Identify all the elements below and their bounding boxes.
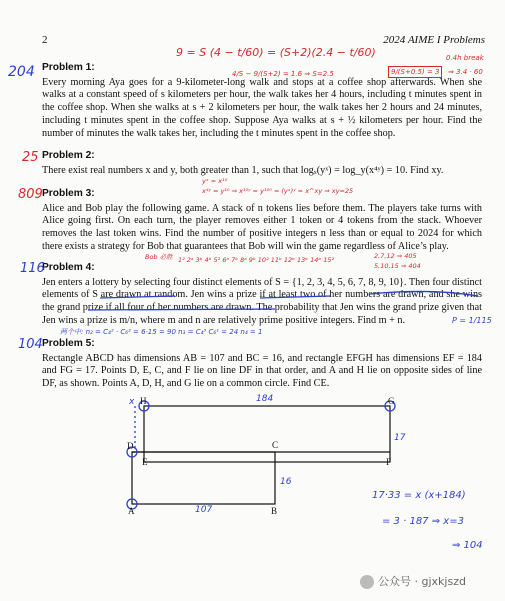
problem-text: Alice and Bob play the following game. A stack of n tokens lies before them. The players take turns with Alice going first. On each turn, the player removes either 1 token or 4 tokens from the stack. Whoever removes the last token wins. Find the number of positive integers n less than or equal to 2024 for which there exists a strategy for Bob that guarantees that Bob will win the game regardless of Alice’s play. (42, 202, 482, 252)
underline-wins (370, 291, 478, 296)
measure-16: 16 (280, 477, 292, 487)
answer-p1: 204 (8, 64, 35, 80)
rectangle-abcd (132, 452, 275, 504)
underline-prize-2 (260, 296, 330, 298)
measure-107: 107 (195, 505, 213, 515)
watermark (360, 573, 466, 589)
measure-184: 184 (256, 394, 274, 404)
answer-p2: 25 (22, 150, 39, 165)
page-title: 2024 AIME I Problems (383, 34, 485, 46)
hw-p1-equation: 9 = S (4 − t/60) = (S+2)(2.4 − t/60) (176, 46, 376, 59)
label-f: F (386, 457, 392, 467)
hw-p4-line: 两个中: n₂ = C₄² · C₆² = 6·15 = 90 n₃ = C₄³ C₆¹ = 24 n₄ = 1 (60, 328, 263, 336)
problem-title: Problem 5: (42, 338, 95, 349)
label-x: x (129, 397, 135, 407)
label-d: D (127, 441, 134, 451)
hw-p3-seq: 1² 2ᵃ 3ᵇ 4ᵇ 5² 6ᵃ 7ᵇ 8ᵃ 9ᵇ 10² 11ᵇ 12ᵇ 13ᵇ 14ᵇ 15² (178, 256, 335, 264)
problem-text: Jen enters a lottery by selecting four distinct elements of S = {1, 2, 3, 4, 5, 6, 7, 8, 9, 10}. Then four distinct elements of S are drawn at random. Jen wins a prize if at least two of her numbers are drawn, and she wins the grand prize if all four of her numbers are drawn. The probability that Jen wins the grand prize given that Jen wins a prize is m/n, where m and n are relatively prime positive integers. Find m + n. (42, 276, 482, 326)
hw-p1-break: 0.4h break (446, 54, 484, 62)
problem-text: There exist real numbers x and y, both greater than 1, such that logₓ(yˣ) = log_y(x⁴ʸ) = 10. Find xy. (42, 164, 444, 176)
hw-p5-eq3: ⇒ 104 (452, 540, 483, 551)
hw-p5-eq1: 17·33 = x (x+184) (372, 490, 466, 501)
label-e: E (142, 457, 148, 467)
answer-p3: 809 (18, 187, 43, 202)
hw-p3-mod1: 2,7,12 ⇒ 405 (374, 252, 417, 260)
answer-p4: 116 (20, 261, 45, 276)
hw-p4-prob: P = 1/115 (452, 316, 492, 325)
underline-prize (100, 296, 175, 298)
wechat-icon (360, 575, 374, 589)
hw-p2-line2: x⁴ʸ = y¹⁰ ⇒ x¹⁰ʸ = y¹⁰⁰ = (yˣ)ʸ = x^xy ⇒ xy=25 (202, 187, 354, 195)
underline-grand-prize (88, 309, 275, 310)
problem-title: Problem 2: (42, 150, 95, 161)
rectangle-efgh (144, 406, 390, 462)
hw-p2-line1: yˣ = x¹⁰ (202, 177, 228, 185)
page-number: 2 (42, 34, 48, 46)
hw-p5-eq2: = 3 · 187 ⇒ x=3 (382, 516, 464, 527)
problem-title: Problem 3: (42, 188, 95, 199)
problem-text: Rectangle ABCD has dimensions AB = 107 and BC = 16, and rectangle EFGH has dimensions EF = 184 and FG = 17. Points D, E, C, and F lie on line DF in that order, and A and H lie on opposite sides of line DF, as shown. Points A, D, H, and G lie on a common circle. Find CE. (42, 352, 482, 390)
label-b: B (271, 506, 278, 516)
label-h: H (140, 396, 147, 406)
hw-p3-bob: Bob 必胜 (145, 253, 173, 261)
label-c: C (272, 440, 279, 450)
label-g: G (388, 396, 395, 406)
watermark-text: 公众号 · gjxkjszd (378, 575, 466, 588)
hw-p1-result: ⇒ 3.4 · 60 (448, 68, 483, 76)
hw-p1-line2: 4/S − 9/(S+2) = 1.6 ⇒ S=2.5 (232, 70, 334, 78)
problem-title: Problem 1: (42, 62, 95, 73)
problem-text: Every morning Aya goes for a 9-kilometer-long walk and stops at a coffee shop afterwards. When she walks at a constant speed of s kilometers per hour, the walk takes her 4 hours, including t minutes spent in the coffee shop. When she walks at s + 2 kilometers per hour, the walk takes her 2 hours and 24 minutes, including t minutes spent in the coffee shop. Suppose Aya walks at s + ½ kilometers per hour. Find the number of minutes the walk takes her, including the t minutes spent in the coffee shop. (42, 76, 482, 139)
hw-p3-mod2: 5,10,15 ⇒ 404 (374, 262, 421, 270)
problem-title: Problem 4: (42, 262, 95, 273)
label-a: A (128, 506, 135, 516)
hw-p1-box: 9/(S+0.5) = 3 (388, 66, 442, 78)
measure-17: 17 (394, 433, 406, 443)
answer-p5: 104 (18, 337, 43, 352)
